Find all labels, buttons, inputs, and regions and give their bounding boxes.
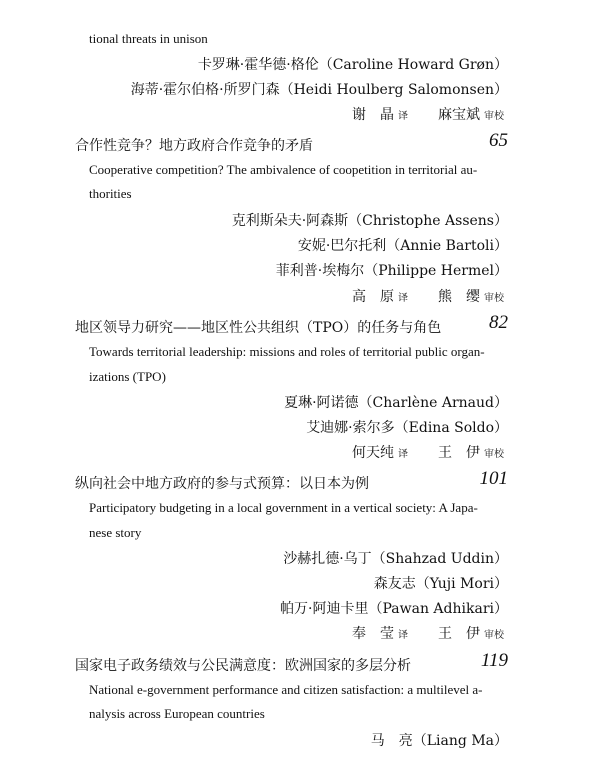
page-number[interactable]: 82: [489, 312, 508, 333]
author-line: 帕万·阿迪卡里（Pawan Adhikari）: [280, 601, 508, 617]
author-line: 海蒂·霍尔伯格·所罗门森（Heidi Houlberg Salomonsen）: [130, 82, 508, 98]
review-mark: 审校: [484, 630, 504, 641]
credit-line: [352, 286, 508, 306]
page-number[interactable]: 101: [479, 468, 508, 489]
author-line: 菲利普·埃梅尔（Philippe Hermel）: [275, 263, 508, 279]
translator: 高 原: [352, 289, 394, 305]
english-title-line: nalysis across European countries: [89, 706, 265, 721]
author-line: 艾迪娜·索尔多（Edina Soldo）: [306, 420, 508, 436]
chinese-title[interactable]: 纵向社会中地方政府的参与式预算：以日本为例: [75, 476, 369, 492]
translator: 奉 莹: [352, 626, 394, 642]
credit-line: [352, 104, 508, 124]
translate-mark: 译: [398, 630, 408, 641]
credit-line: [352, 623, 508, 643]
page-number[interactable]: 119: [480, 650, 508, 671]
chinese-title[interactable]: 国家电子政务绩效与公民满意度：欧洲国家的多层分析: [75, 658, 411, 674]
reviewer: 王 伊: [438, 626, 480, 642]
author-line: 森友志（Yuji Mori）: [373, 576, 508, 592]
author-line: 马 亮（Liang Ma）: [370, 733, 508, 749]
english-title-line: thorities: [89, 186, 132, 201]
review-mark: 审校: [484, 293, 504, 304]
review-mark: 审校: [484, 111, 504, 122]
translate-mark: 译: [398, 111, 408, 122]
english-title-line: National e-government performance and citizen satisfaction: a multilevel a-: [89, 682, 483, 697]
english-title-line: nese story: [89, 525, 142, 540]
english-title-line: izations (TPO): [89, 369, 166, 384]
english-title-line: Participatory budgeting in a local government in a vertical society: A Japa-: [89, 500, 478, 515]
english-title-line: tional threats in unison: [89, 31, 208, 46]
english-title-line: Cooperative competition? The ambivalence of coopetition in territorial au-: [89, 162, 478, 177]
page-number[interactable]: 65: [489, 130, 508, 151]
author-line: 克利斯朵夫·阿森斯（Christophe Assens）: [231, 213, 508, 229]
author-line: 卡罗琳·霍华德·格伦（Caroline Howard Grøn）: [197, 57, 508, 73]
chinese-title[interactable]: 地区领导力研究——地区性公共组织（TPO）的任务与角色: [75, 320, 442, 336]
author-line: 夏琳·阿诺德（Charlène Arnaud）: [284, 395, 508, 411]
review-mark: 审校: [484, 449, 504, 460]
english-title-line: Towards territorial leadership: missions and roles of territorial public organ-: [89, 344, 485, 359]
reviewer: 熊 缨: [438, 289, 480, 305]
translate-mark: 译: [398, 293, 408, 304]
reviewer: 麻宝斌: [438, 107, 480, 123]
author-line: 安妮·巴尔托利（Annie Bartoli）: [297, 238, 508, 254]
chinese-title[interactable]: 合作性竞争？地方政府合作竞争的矛盾: [75, 138, 313, 154]
credit-line: [352, 442, 508, 462]
translator: 何天纯: [352, 445, 394, 461]
author-line: 沙赫扎德·乌丁（Shahzad Uddin）: [283, 551, 508, 567]
reviewer: 王 伊: [438, 445, 480, 461]
translate-mark: 译: [398, 449, 408, 460]
translator: 谢 晶: [352, 107, 394, 123]
